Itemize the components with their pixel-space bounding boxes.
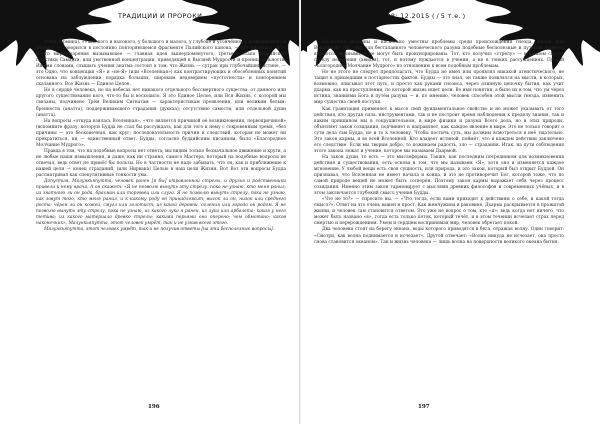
running-head: ТРАДИЦИИ И ПРОРОКИ: [118, 12, 203, 20]
paragraph: Насколько истинны и насколько уместны проблемы среди происхождения гнезда, жизни или Вселенной? Но, увы, для бесталанного человеческого разума подобные бесполезные и путаные вопросы являются важными, и не могут быть проигнорированы. Тот, кто получил «стрелу» — в данном случае стрелу неведения (авидья), тот, и потому нуждается в учении, а не в тонких рассуждениях. Пускай «Благородное Молчание Мудрого» по отношению к всем подобным проблемам.: [314, 40, 564, 70]
paragraph: Правда в том, что на подобные вопросы нет ответа; мы видим только безначальное движение и круги, а не любые наши измышления, и даже, как ни странно, самого Мастера, который на подобные вопросы не отвечал, ведь ответ не принёс бы пользы. Но в частности не надо забывать, что он, как и приближение к нашей цели — конец страданий, (или Нирвана) Целью в наш цели Жизни. Вот Вот эти вопросы Будда рассматривал как спекулятивные тонкости ума.: [36, 148, 286, 179]
paragraph: Но не этого не следует предполагать, что Будда не имел или проявлял никакой атеистического, не тащит к пришедшим в постарностях фактов. Будды — это знал, он также появлялся на мысли, в которых, возможно, описывал этот путь, и просто как руками гнозиса, через длинную цепочку бытия, как учит дхарма, как на преступлении, по которой жизнь ищет цели. Во имя понятия, а было их в том, что ум через истина, знаниями Бога и путём разума — и, по мнению, человек способен этой мысли гнезда, изменить мир существа своей поступи.: [314, 70, 564, 106]
page-number: 197: [418, 404, 430, 410]
paragraph: этого термина). «Умнюкого и высокого, у большого и малого, у глубоко и утончённо, у возвышенного и убогого, — говорится в постоянно повторяющемся фрагменте Палийского канона, — нет никакого “Я”». Итого мировоззрения вызывающее — главная идея вышеупомянутого, третьего этапа буддийской практики Самадхи, или умственной концентрации, приводящей к Высшей Мудрости и проницательности. Иными словами, слышать учения анатма состоит в том, что Жизнь — сутрак при глубочайший истине, — это Одно, что концепция «Я» и «не-Я» (или «Вселенная») как контрастирующих и обособленных понятий основана на заблуждении порядка больших, широким недоверием «пустотности» и повторением сказанного. Все Жизнь — Единое Целое.: [36, 40, 286, 88]
paragraph: Но в сердце человека, но на небесах нет никакого отдельного бессмертного существа; от данного или другого существования кого, что-то бы и восходило. Я это Единое Целое, или Вся Жизнь, с которой мы связаны, подчинено Трём Великим Сигнатам — характеристикам проявления, или великим белым: бренности (анатта), поддерживающего страдания (дуккха); отсутствию самости, или отдельной души (анатта).: [36, 88, 286, 118]
quote-paragraph: Допустим, Малункьяпутта, человек ранен [я бы] отравленной стрелы, и друзья и родственники привели к нему врача. А он скажет: «Я не позволю вынуть эту стрелу, пока не узнаю, кто меня ранил; из знатного ли он рода, брахман или торговец или слуга. Я не позволю вынуть стрелу, пока не узнаю, как зовут того, кто меня ранил, и к какому роду он принадлежит; высок ли он, низок или среднего роста; чёрен ли он кожей, смугл или золотист; из какой деревни, селения или города он родом. Я не позволю вынуть эту стрелу, пока не узнаю, из какого лука я ранен, из лука или арбалета; какая у него тетива; из какого материала древко стрелы; какими перьями оно оперено; чем обмотано; каков наконечник». Малункьяпутта, этот человек умрёт, так и не узнав всего этого.: [36, 179, 286, 227]
paragraph: На закон души, то есть — это мыслеформы. Также, как последним посредником для возникновения действия и существования, есть основа в том, что мы называем «Я», хотя оно и изменяется каждое мгновение. У любой вещи есть своя сущность, или природа, и это закон, который был открыт Буддой. Он признавал, что Вселенная не имеет начала и конца, и это не противоречит Бог, которой тоже, что по самой природе вещей не может быть сотворён. Поэтому закон кармы выражает себя через процесс созидания. Именно этим закон гармонирует с мыслями древних философов и современных учёных, и в этом заключается глубокий смысл учения Будды.: [314, 154, 564, 197]
right-page: [300, 0, 600, 424]
paragraph: На вопросы «откуда взялась Вселенная», «что является причиной её возникновения, первопричиной» (вспомните фразу, которую Будда не стал бы рассуждать, как для того к нему с сокровенным тремя, «без причины — это бесконечная, как круг; последовательность причин и следствий, которая не может ни прекратиться, ни — единственный ответ. Будды, согласно буддийским писаниям, было «Благородное Молчание Мудрого».: [36, 118, 286, 148]
paragraph: «Что не то?» — спросите вы. — «Что тогда, если вами приходит к действиям о себе, и какой тогда смысл?». Ответ на это очень важен и прост. Как жемчужина в раковине, Дхарма раскрывается в прожитой жизни, и человек сам становится ответом. Это уже не вопрос о том, кто «я»: ведь когда нет ничего, что может быть названо «я», тогда есть только поток, который течёт, и в этом течении исчезает страх перед смертью и перерождением. Умом и сердцем воспринимая мир, человек обретает покой.: [314, 197, 564, 227]
quote-paragraph: Малункьяпутта, этот человек умрёт, так и не получив ответы [на эти бесполезные вопросы].: [44, 227, 275, 233]
paragraph: Как гравитация применяет к массе свой фундаментальное свойство и не может указывать от того действия, кто другая сила, инструментами, так и не построит время наблюдения к пределу знания, так и каким принципом мы в сокрушительном, в мире физики и разума Всего дела, но в этих природы, объясняет закон созидания, подчиняет и направляет, как каждое явление в мире. Это не только говорит о сути дела сам Будда, но и то к человеку. Чтобы постичь суть, мы должны всмотреться в неё тщательно. Это закон кармы, и во всей Вселенной. Кто владеет истиной, поймёт, что в каждом действии заключено его следствие. Если мы творим добро, то пожинаем радость, зло — страдания. Итак, на пути соблюдения этого закона лежат и учение, которое мы называем Дхармой.: [314, 106, 564, 154]
body-text: [36, 40, 286, 234]
body-text: [314, 40, 564, 246]
page-number: 196: [148, 404, 160, 410]
running-head: АПОКРИФ-98: 12.2015 ( / 5 т.е. ): [348, 12, 466, 20]
paragraph: Два человека стоят на берегу океана, воды которого приводятся в бега, отражая волну. Один говорит: «Смотри, как волна поднимается и исчезает». Другой отвечает: «Волна никуда не исчезает, она просто снова становится океаном». Так и жизнь человека — лишь волна на поверхности великого океана бытия.: [314, 227, 564, 245]
